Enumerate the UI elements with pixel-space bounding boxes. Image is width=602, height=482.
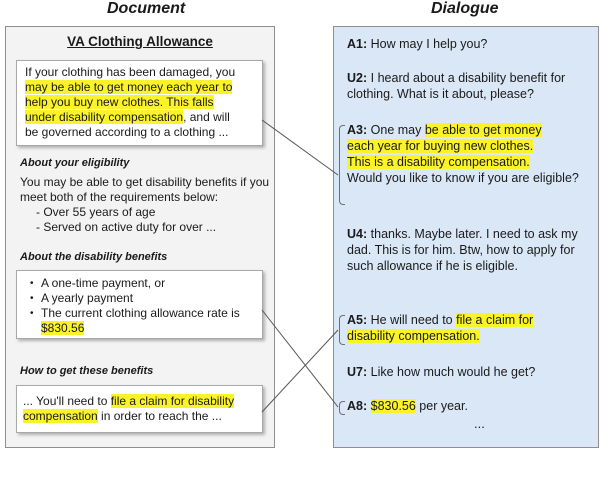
turn-text: One may <box>370 123 425 137</box>
dialogue-turn-u7 <box>347 364 593 380</box>
eligibility-heading: About your eligibility <box>20 157 130 169</box>
dialogue-turn-a1 <box>347 36 593 52</box>
document-column-heading: Document <box>107 0 186 17</box>
highlighted-span: each year for buying new clothes. <box>347 139 534 153</box>
snippet-text: ... You'll need to <box>23 394 111 408</box>
dialogue-turn-a5 <box>347 312 593 344</box>
highlighted-span: This is a disability compensation. <box>347 155 530 169</box>
highlighted-span: file a claim for <box>456 313 534 327</box>
turn-text: He will need to <box>370 313 457 327</box>
document-title: VA Clothing Allowance <box>67 34 213 49</box>
dialogue-turn-u4 <box>347 226 593 274</box>
benefit-bullet: • A yearly payment <box>27 291 256 306</box>
dialogue-turn-a3 <box>347 122 593 186</box>
highlighted-span: help you buy new clothes. This falls <box>25 95 214 109</box>
turn-text: thanks. Maybe later. I need to ask my dad. This is for him. Btw, how to apply for such allowance if he is eligible. <box>347 227 578 273</box>
dialogue-column-heading: Dialogue <box>431 0 499 17</box>
howto-heading: How to get these benefits <box>20 365 154 377</box>
dialogue-ellipsis: ... <box>474 416 485 431</box>
highlighted-span: be able to get money <box>424 123 542 137</box>
requirement-item: - Over 55 years of age <box>36 205 156 219</box>
highlighted-span: compensation <box>23 409 98 423</box>
speaker-label: U7: <box>347 365 368 379</box>
benefit-bullet: • The current clothing allowance rate is $830.56 <box>27 306 256 336</box>
turn-text: Would you like to know if you are eligible? <box>347 171 579 185</box>
highlighted-span: under disability compensation <box>25 110 184 124</box>
document-snippet-intro <box>16 60 263 146</box>
highlighted-rate: $830.56 <box>370 399 416 413</box>
benefit-bullet: • A one-time payment, or <box>27 276 256 291</box>
speaker-label: A3: <box>347 123 368 137</box>
eligibility-intro: You may be able to get disability benefits if you meet both of the requirements below: <box>20 175 270 204</box>
snippet-text: , and will <box>183 110 230 124</box>
requirement-item: - Served on active duty for over ... <box>36 220 217 234</box>
turn-bracket <box>339 315 345 345</box>
turn-text: How may I help you? <box>370 37 488 51</box>
speaker-label: A1: <box>347 37 368 51</box>
snippet-text: be governed according to a clothing ... <box>25 125 229 139</box>
benefits-heading: About the disability benefits <box>20 251 168 263</box>
dialogue-turn-u2 <box>347 70 593 102</box>
document-snippet-benefits <box>16 270 263 339</box>
turn-text: I heard about a disability benefit for clothing. What is it about, please? <box>347 71 566 101</box>
speaker-label: U2: <box>347 71 368 85</box>
dialogue-panel <box>333 26 599 448</box>
turn-text: Like how much would he get? <box>370 365 536 379</box>
document-panel <box>5 26 275 448</box>
eligibility-section <box>20 175 272 235</box>
bullet-icon: • <box>30 308 34 319</box>
turn-bracket <box>339 125 345 205</box>
speaker-label: A5: <box>347 313 368 327</box>
highlighted-span: file a claim for disability <box>110 394 235 408</box>
highlighted-span: disability compensation. <box>347 329 480 343</box>
highlighted-rate: $830.56 <box>41 321 85 335</box>
snippet-text: If your clothing has been damaged, you <box>25 65 236 79</box>
speaker-label: A8: <box>347 399 368 413</box>
speaker-label: U4: <box>347 227 368 241</box>
highlighted-span: may be able to get money each year to <box>25 80 233 94</box>
turn-bracket <box>339 401 345 415</box>
bullet-icon: • <box>30 293 34 304</box>
snippet-text: in order to reach the ... <box>97 409 222 423</box>
bullet-icon: • <box>30 278 34 289</box>
document-snippet-howto <box>16 385 263 433</box>
turn-text: per year. <box>415 399 468 413</box>
dialogue-turn-a8 <box>347 398 593 414</box>
